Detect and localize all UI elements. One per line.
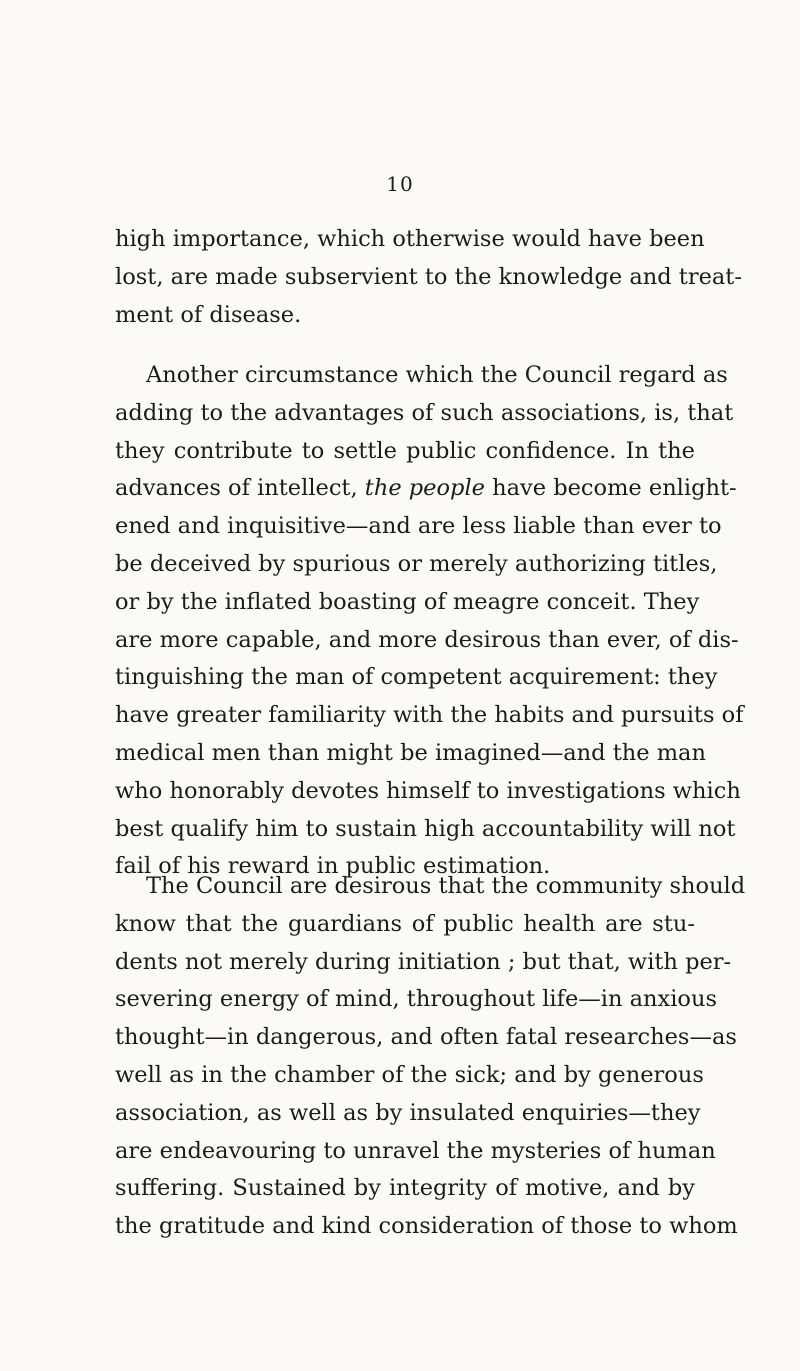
text-line: adding to the advantages of such associations, is, that — [115, 399, 734, 426]
text-line: be deceived by spurious or merely authorizing titles, — [115, 550, 718, 577]
text-line: they contribute to settle public confidence. In the — [115, 437, 695, 464]
italic-phrase: the people — [364, 475, 485, 502]
text-line: know that the guardians of public health are stu- — [115, 910, 695, 937]
text-line: or by the inflated boasting of meagre conceit. They — [115, 588, 700, 615]
text-line: are more capable, and more desirous than ever, of dis- — [115, 626, 739, 653]
page-number: 10 — [386, 172, 414, 196]
text-line: severing energy of mind, throughout life—in anxious — [115, 986, 717, 1013]
text-fragment: have become enlight- — [484, 475, 737, 502]
text-line: well as in the chamber of the sick; and by generous — [115, 1061, 704, 1088]
text-fragment: advances of intellect, — [115, 475, 365, 502]
text-line: thought—in dangerous, and often fatal researches—as — [115, 1024, 737, 1051]
text-line: suffering. Sustained by integrity of motive, and by — [115, 1175, 695, 1202]
text-line: the gratitude and kind consideration of those to whom — [115, 1213, 738, 1240]
text-line: ment of disease. — [115, 301, 302, 328]
text-line: fail of his reward in public estimation. — [115, 853, 551, 880]
text-line: who honorably devotes himself to investigations which — [115, 777, 741, 804]
text-line: ened and inquisitive—and are less liable than ever to — [115, 513, 722, 540]
text-line: are endeavouring to unravel the mysteries of human — [115, 1137, 716, 1164]
text-line: best qualify him to sustain high accountability will not — [115, 815, 736, 842]
text-line: dents not merely during initiation ; but that, with per- — [115, 948, 732, 975]
text-line: The Council are desirous that the community should — [146, 873, 746, 899]
paragraph-2 — [115, 357, 744, 886]
paragraph-1 — [115, 221, 742, 334]
text-line: medical men than might be imagined—and the man — [115, 739, 706, 766]
text-line: lost, are made subservient to the knowledge and treat- — [115, 263, 742, 290]
text-line-with-italic — [115, 470, 737, 508]
text-line: tinguishing the man of competent acquirement: they — [115, 664, 718, 691]
text-line: have greater familiarity with the habits and pursuits of — [115, 702, 744, 729]
text-line: high importance, which otherwise would have been — [115, 226, 705, 252]
text-line: Another circumstance which the Council regard as — [146, 362, 728, 388]
paragraph-3 — [115, 868, 746, 1246]
text-line: association, as well as by insulated enquiries—they — [115, 1099, 701, 1126]
